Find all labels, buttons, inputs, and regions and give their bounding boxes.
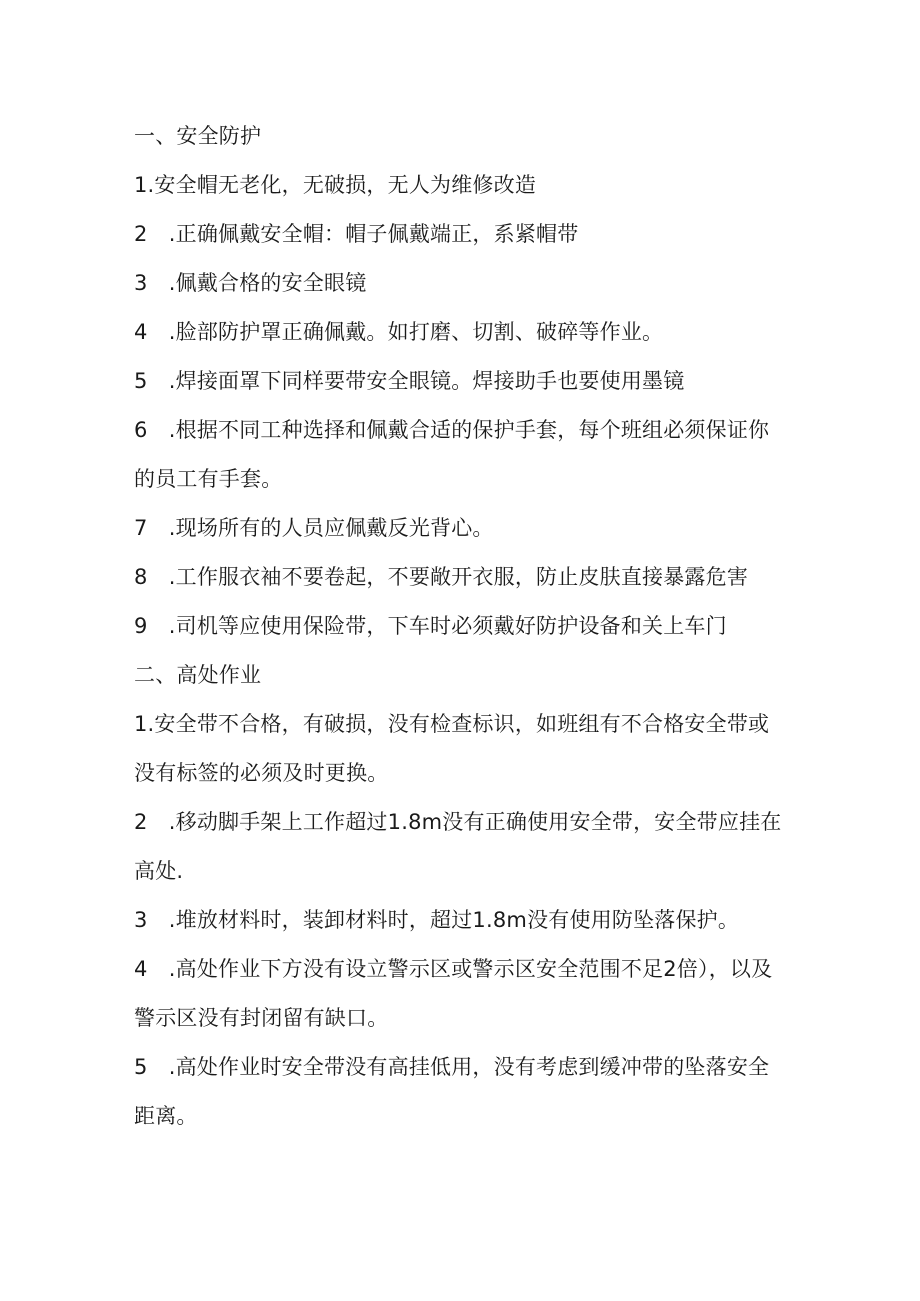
list-item: 2 .移动脚手架上工作超过1.8m没有正确使用安全带，安全带应挂在 bbox=[134, 810, 782, 834]
list-item: 8 .工作服衣袖不要卷起，不要敞开衣服，防止皮肤直接暴露危害 bbox=[134, 565, 749, 589]
section-heading: 一、安全防护 bbox=[134, 124, 262, 148]
list-item-continuation: 高处. bbox=[134, 859, 184, 883]
list-item: 6 .根据不同工种选择和佩戴合适的保护手套，每个班组必须保证你 bbox=[134, 418, 770, 442]
list-item-continuation: 距离。 bbox=[134, 1104, 198, 1128]
list-item-continuation: 警示区没有封闭留有缺口。 bbox=[134, 1006, 389, 1030]
list-item: 4 .高处作业下方没有设立警示区或警示区安全范围不足2倍），以及 bbox=[134, 957, 773, 981]
section-heading: 二、高处作业 bbox=[134, 663, 262, 687]
list-item: 3 .堆放材料时，装卸材料时，超过1.8m没有使用防坠落保护。 bbox=[134, 908, 740, 932]
list-item: 5 .高处作业时安全带没有高挂低用，没有考虑到缓冲带的坠落安全 bbox=[134, 1055, 770, 1079]
list-item: 2 .正确佩戴安全帽：帽子佩戴端正，系紧帽带 bbox=[134, 222, 579, 246]
list-item: 4 .脸部防护罩正确佩戴。如打磨、切割、破碎等作业。 bbox=[134, 320, 664, 344]
document-body bbox=[134, 112, 794, 1141]
list-item: 1.安全带不合格，有破损，没有检查标识，如班组有不合格安全带或 bbox=[134, 712, 770, 736]
list-item: 1.安全帽无老化，无破损，无人为维修改造 bbox=[134, 173, 537, 197]
list-item: 7 .现场所有的人员应佩戴反光背心。 bbox=[134, 516, 494, 540]
list-item: 9 .司机等应使用保险带，下车时必须戴好防护设备和关上车门 bbox=[134, 614, 727, 638]
list-item: 5 .焊接面罩下同样要带安全眼镜。焊接助手也要使用墨镜 bbox=[134, 369, 685, 393]
list-item-continuation: 没有标签的必须及时更换。 bbox=[134, 761, 389, 785]
list-item-continuation: 的员工有手套。 bbox=[134, 467, 283, 491]
list-item: 3 .佩戴合格的安全眼镜 bbox=[134, 271, 367, 295]
